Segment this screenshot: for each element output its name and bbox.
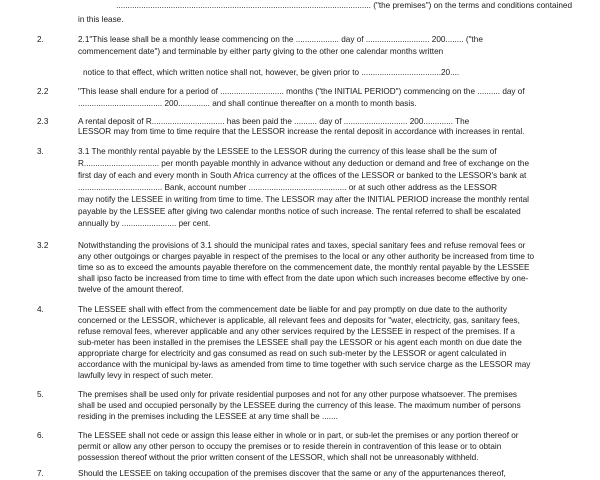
- clause-4-line-2: concerned or the LESSOR, whichever is applicable, all relevant fees and deposits for "water, electricity, gas, sanitary fees,: [78, 316, 520, 325]
- clause-3-2-number: 3.2: [37, 241, 49, 250]
- clause-7-line-1: 7. Should the LESSEE on taking occupation of the premises discover that the same or any of the appurtenances thereof,: [37, 469, 506, 478]
- clause-3-line-4: ..................................... Bank, account number ........................................... or at such other address as the LESSOR: [78, 183, 498, 192]
- clause-4-line-6: accordance with the municipal by-laws as amended from time to time together with such service charge as the LESSOR may: [78, 360, 531, 369]
- clause-2-line-2: commencement date") and terminable by either party giving to the other one calendar months written: [78, 47, 444, 56]
- clause-3-2-line-3: time so as to exceed the amounts payable therefore on the commencement date, the monthly rental payable by the LESSEE: [78, 263, 530, 272]
- clause-5-line-3: residing in the premises including the LESSEE at any time shall be .......: [78, 412, 338, 421]
- clause-3-2-line-2: any other outgoings or charges payable in respect of the premises to the local or any other authority be increased from time to: [78, 252, 535, 261]
- clause-4-line-4: sub-meter has been installed in the premises the LESSEE shall pay the LESSOR or his agent each month on due date the: [78, 338, 522, 347]
- clause-3-line-2: R................................. per month payable monthly in advance without any deduction or demand and free of exchange on the: [78, 159, 530, 168]
- clause-3-line-5: may notify the LESSEE in writing from time to time. The LESSOR may after the INITIAL PERIOD increase the monthly rental: [78, 195, 529, 204]
- clause-5-line-2: shall be used and occupied personally by the LESSEE during the currency of this lease. The maximum number of persons: [78, 401, 521, 410]
- clause-1-line-1: ................................................................................................................ ("the premises") on the terms and conditions contained: [116, 1, 572, 10]
- clause-3-2-line-4: shall ipso facto be increased from time to time with effect from the date upon which such increases become effective by one-: [78, 274, 529, 283]
- clause-3-line-1: 3. 3.1 The monthly rental payable by the LESSEE to the LESSOR during the currency of this lease shall be the sum of: [37, 147, 497, 156]
- clause-6-number: 6.: [37, 431, 44, 440]
- clause-2-2-number: 2.2: [37, 87, 49, 96]
- clause-6-line-2: permit or allow any other person to occupy the premises or to reside therein in contravention of this lease or to obtain: [78, 442, 502, 451]
- clause-2-line-3: notice to that effect, which written notice shall not, however, be given prior to ...................................20....: [83, 68, 460, 77]
- clause-7-number: 7.: [37, 469, 44, 478]
- clause-2-3-line-2: LESSOR may from time to time require that the LESSOR increase the rental deposit in accordance with increases in rental.: [78, 127, 525, 136]
- clause-2-3-line-1: 2.3 A rental deposit of R................................ has been paid the .......... day of ............................ 200............. The: [37, 117, 470, 126]
- clause-4-number: 4.: [37, 305, 44, 314]
- clause-2-line-1: 2. 2.1"This lease shall be a monthly lease commencing on the ................... day of ............................ 200........ ("the: [37, 35, 483, 44]
- clause-3-line-7: annually by ........................ per cent.: [78, 219, 211, 228]
- clause-4-line-3: refuse removal fees, wherever applicable and any other services required by the LESSEE in respect of the premises. If a: [78, 327, 515, 336]
- clause-2-2-line-2: ..................................... 200.............. and shall continue thereafter on a month to month basis.: [78, 99, 417, 108]
- clause-2-number: 2.: [37, 35, 44, 44]
- clause-3-line-6: payable by the LESSEE after giving two calendar months notice of such increase. The rental referred to shall be escalated: [78, 207, 521, 216]
- clause-2-3-number: 2.3: [37, 117, 49, 126]
- clause-4-line-1: 4. The LESSEE shall with effect from the commencement date be liable for and pay promptly on due date to the authority: [37, 305, 508, 314]
- clause-4-line-5: appropriate charge for electricity and gas consumed as read on such sub-meter by the LESSOR or agent calculated in: [78, 349, 507, 358]
- clause-3-2-line-5: twelve of the amount thereof.: [78, 285, 184, 294]
- clause-2-2-line-1: 2.2 "This lease shall endure for a period of ............................ months ("the INITIAL PERIOD") commencing on the .......... day of: [37, 87, 525, 96]
- clause-3-line-3: first day of each and every month in South Africa currency at the offices of the LESSOR or banked to the LESSOR's bank at: [78, 171, 527, 180]
- clause-3-number: 3.: [37, 147, 44, 156]
- clause-6-line-1: 6. The LESSEE shall not cede or assign this lease either in whole or in part, or sub-let the premises or any portion thereof or: [37, 431, 519, 440]
- clause-5-number: 5.: [37, 390, 44, 399]
- clause-1-line-2: in this lease.: [78, 15, 124, 24]
- clause-6-line-3: possession thereof without the prior written consent of the LESSOR, which shall not be unreasonably withheld.: [78, 453, 479, 462]
- clause-5-line-1: 5. The premises shall be used only for private residential purposes and not for any other purpose whatsoever. The premises: [37, 390, 518, 399]
- clause-3-2-line-1: 3.2 Notwithstanding the provisions of 3.1 should the municipal rates and taxes, special sanitary fees and refuse removal fees or: [37, 241, 526, 250]
- clause-4-line-7: lawfully levy in respect of such meter.: [78, 371, 214, 380]
